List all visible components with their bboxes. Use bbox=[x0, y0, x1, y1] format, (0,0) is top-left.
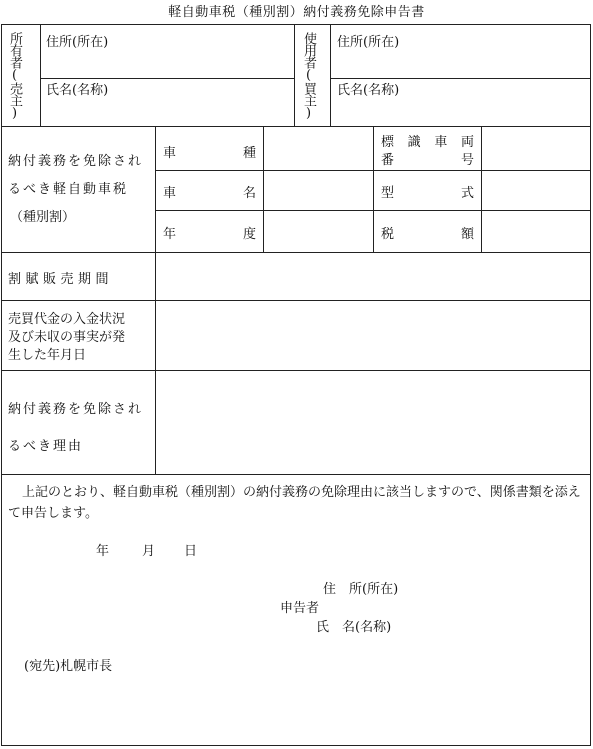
vehicle-name-label bbox=[163, 182, 256, 201]
addressee: (宛先)札幌市長 bbox=[24, 659, 113, 674]
date-day-label: 日 bbox=[184, 544, 198, 559]
reason-field[interactable] bbox=[156, 371, 590, 473]
payment-status-label-2: 及び未収の事実が発 bbox=[8, 330, 126, 345]
reason-label-2: るべき理由 bbox=[8, 439, 84, 454]
applicant-name-label: 氏 名(名称) bbox=[316, 620, 392, 635]
label-char: 両 bbox=[460, 135, 474, 150]
owner-address-label: 住所(所在) bbox=[46, 35, 109, 50]
owner-label: 所有者(売主) bbox=[7, 32, 22, 120]
plate-number-field[interactable] bbox=[482, 127, 590, 169]
owner-name-label: 氏名(名称) bbox=[46, 83, 109, 98]
vehicle-type-field[interactable] bbox=[264, 127, 372, 169]
label-char: 車 bbox=[163, 146, 177, 161]
label-char: 車 bbox=[163, 186, 177, 201]
year-label bbox=[163, 223, 256, 242]
label-char: 度 bbox=[242, 227, 256, 242]
label-char: 額 bbox=[460, 227, 474, 242]
vehicle-section-label-3: （種別割） bbox=[10, 210, 76, 225]
vehicle-section-label-2: るべき軽自動車税 bbox=[8, 182, 129, 197]
applicant-label: 申告者 bbox=[280, 601, 320, 616]
payment-status-field[interactable] bbox=[156, 301, 590, 369]
installment-period-field[interactable] bbox=[156, 253, 590, 299]
plate-number-label-line1 bbox=[381, 131, 474, 150]
payment-status-label-3: 生した年月日 bbox=[8, 348, 87, 363]
label-char: 年 bbox=[163, 227, 177, 242]
label-char: 種 bbox=[242, 146, 256, 161]
label-char: 型 bbox=[381, 186, 395, 201]
vehicle-type-label bbox=[163, 142, 256, 161]
payment-status-label-1: 売買代金の入金状況 bbox=[8, 312, 126, 327]
model-field[interactable] bbox=[482, 171, 590, 209]
form-title: 軽自動車税（種別割）納付義務免除申告書 bbox=[168, 5, 425, 20]
vehicle-name-field[interactable] bbox=[264, 171, 372, 209]
user-address-label: 住所(所在) bbox=[337, 35, 400, 50]
tax-amount-label bbox=[381, 223, 474, 242]
vehicle-col-divider-2 bbox=[373, 126, 374, 252]
tax-amount-field[interactable] bbox=[482, 211, 590, 251]
label-char: 号 bbox=[460, 153, 474, 168]
owner-user-divider bbox=[294, 24, 295, 126]
user-label: 使用者(買主) bbox=[301, 32, 316, 120]
plate-number-label-line2 bbox=[381, 149, 474, 168]
year-field[interactable] bbox=[264, 211, 372, 251]
owner-name-field[interactable] bbox=[41, 96, 293, 125]
installment-period-label: 割賦販売期間 bbox=[8, 272, 114, 287]
date-year-label: 年 bbox=[96, 544, 110, 559]
label-char: 名 bbox=[242, 186, 256, 201]
vehicle-section-label-1: 納付義務を免除され bbox=[8, 154, 144, 169]
user-name-label: 氏名(名称) bbox=[337, 83, 400, 98]
date-month-label: 月 bbox=[142, 544, 156, 559]
user-address-field[interactable] bbox=[331, 45, 590, 77]
declaration-text: 上記のとおり、軽自動車税（種別割）の納付義務の免除理由に該当しますので、関係書類を添えて申告します。 bbox=[8, 485, 581, 521]
applicant-address-label: 住 所(所在) bbox=[323, 582, 399, 597]
label-char: 標 bbox=[381, 135, 395, 150]
reason-label-1: 納付義務を免除され bbox=[8, 402, 144, 417]
label-char: 番 bbox=[381, 153, 395, 168]
label-char: 税 bbox=[381, 227, 395, 242]
label-char: 車 bbox=[434, 135, 448, 150]
owner-address-field[interactable] bbox=[41, 45, 293, 77]
label-char: 式 bbox=[460, 186, 474, 201]
model-label bbox=[381, 182, 474, 201]
reason-row-bottom bbox=[1, 474, 591, 475]
label-char: 識 bbox=[407, 135, 421, 150]
user-name-field[interactable] bbox=[331, 96, 590, 125]
